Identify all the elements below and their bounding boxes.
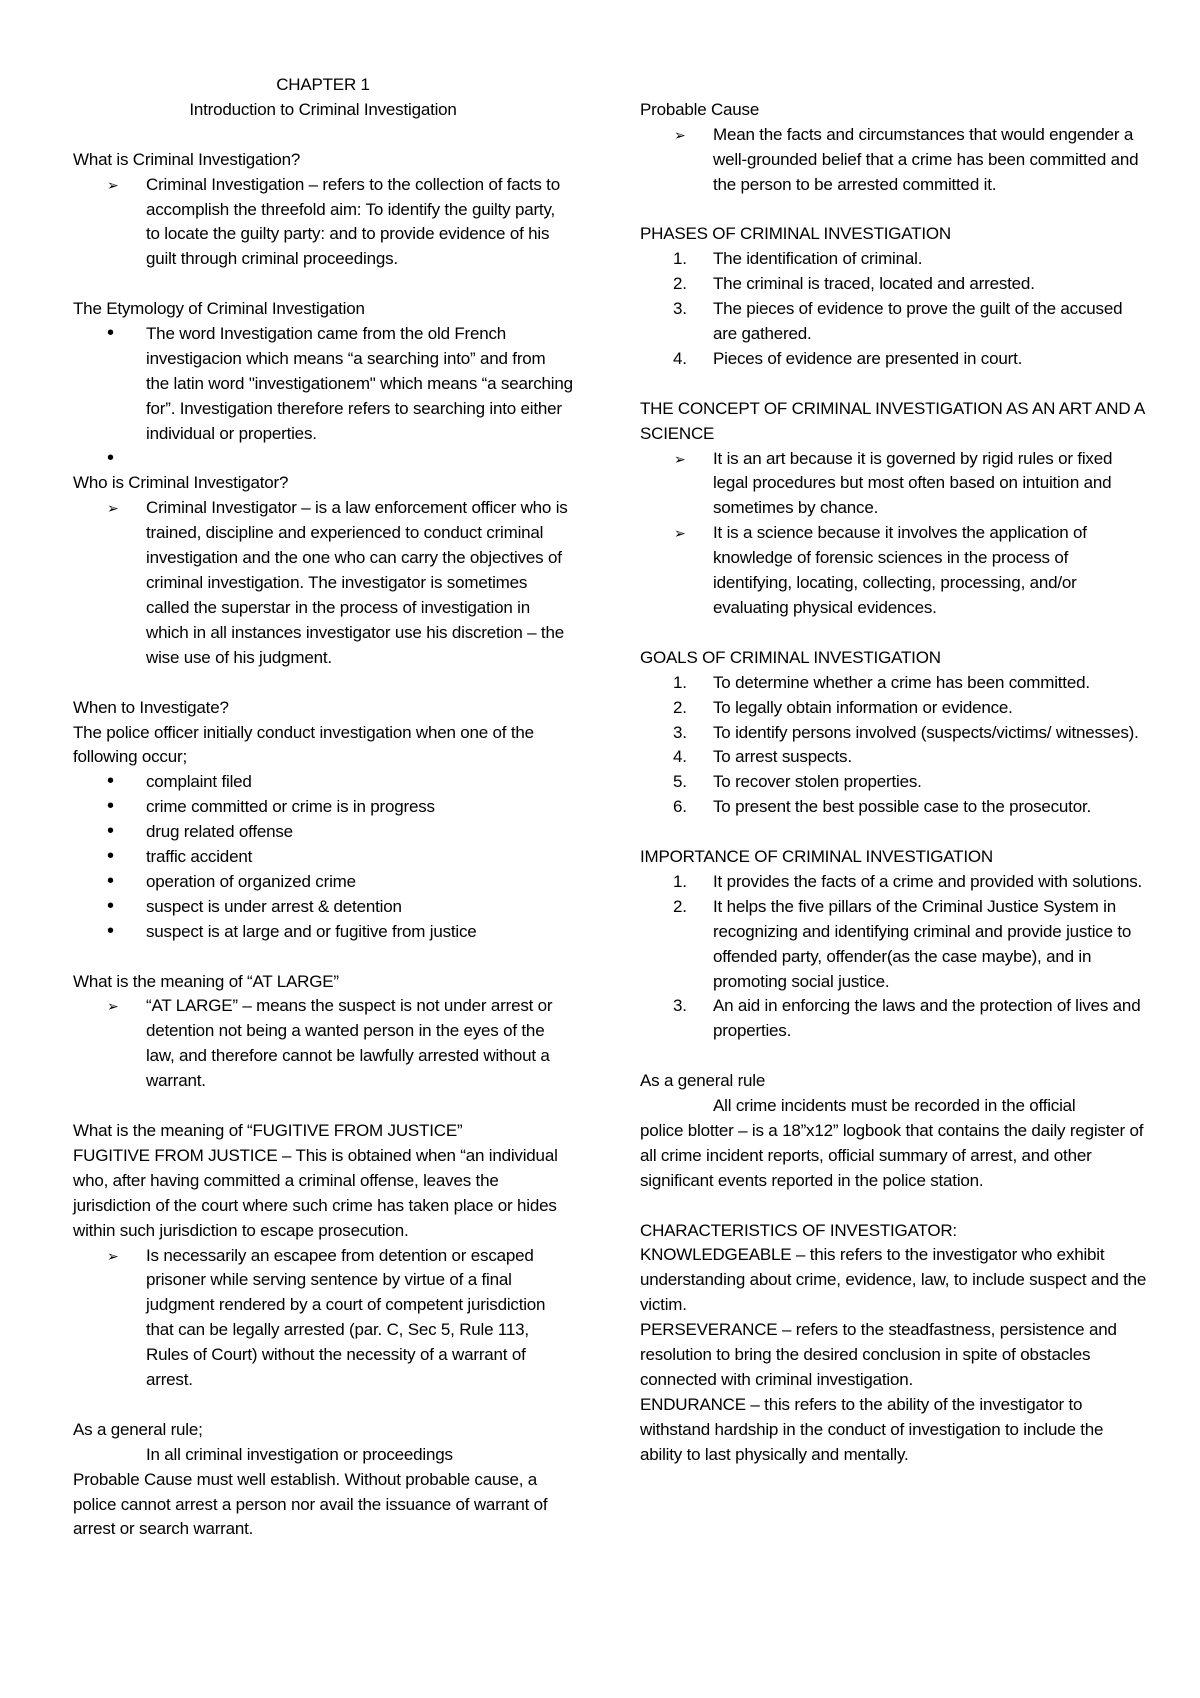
bullet-list-item: • The word Investigation came from the old French investigacion which means “a searching into” and from the latin word "investigationem" which means “a searching for”. Investigation therefore refers to searching into either individual or properties.: [73, 322, 573, 447]
chapter-title: Introduction to Criminal Investigation: [189, 99, 457, 119]
bullet-icon: [107, 322, 137, 347]
fugitive-definition: FUGITIVE FROM JUSTICE – This is obtained when “an individual who, after having committed a criminal offense, leaves the jurisdiction of the court where such crime has taken place or hides within such jurisdiction to escape prosecution.: [73, 1145, 558, 1240]
section-heading-general-rule: As a general rule;: [73, 1419, 203, 1439]
arrow-bullet-icon: [674, 521, 704, 546]
when-list: [73, 770, 573, 944]
section-heading-general-rule-right: As a general rule: [640, 1071, 766, 1091]
arrow-list-item: ➢ Mean the facts and circumstances that would engender a well-grounded belief that a crime has been committed and the person to be arrested committed it.: [640, 123, 1148, 198]
list-item: • suspect is under arrest & detention: [73, 895, 573, 920]
right-column: [640, 73, 1148, 1468]
section-heading-investigator: Who is Criminal Investigator?: [73, 473, 289, 493]
bullet-icon: [107, 920, 137, 945]
characteristic-perseverance: PERSEVERANCE – refers to the steadfastness, persistence and resolution to bring the desired conclusion in spite of obstacles connected with criminal investigation.: [640, 1320, 1117, 1390]
section-heading-phases: PHASES OF CRIMINAL INVESTIGATION: [640, 224, 951, 244]
arrow-bullet-icon: [107, 994, 137, 1019]
list-item: • suspect is at large and or fugitive from justice: [73, 920, 573, 945]
arrow-list-item: ➢ Is necessarily an escapee from detention or escaped prisoner while serving sentence by virtue of a final judgment rendered by a court of competent jurisdiction that can be legally arrested (par. C, Sec 5, Rule 113, Rules of Court) without the necessity of a warrant of arrest.: [73, 1244, 573, 1393]
list-item: • crime committed or crime is in progress: [73, 795, 573, 820]
list-item: • complaint filed: [73, 770, 573, 795]
list-item: 3. The pieces of evidence to prove the guilt of the accused are gathered.: [673, 299, 1123, 344]
section-heading-at-large: What is the meaning of “AT LARGE”: [73, 971, 339, 991]
arrow-list-item: ➢ It is a science because it involves the application of knowledge of forensic sciences in the process of identifying, locating, collecting, processing, and/or evaluating physical evidences.: [640, 521, 1148, 621]
general-rule-indent: In all criminal investigation or proceedings: [146, 1444, 453, 1464]
arrow-list-item: ➢ Criminal Investigator – is a law enforcement officer who is trained, discipline and experienced to conduct criminal investigation and the one who can carry the objectives of criminal investigation. The investigator is sometimes called the superstar in the process of investigation in which in all instances investigator use his discretion – the wise use of his judgment.: [73, 496, 573, 670]
general-rule-text: Probable Cause must well establish. Without probable cause, a police cannot arrest a person nor avail the issuance of warrant of arrest or search warrant.: [73, 1469, 548, 1539]
section-heading-importance: IMPORTANCE OF CRIMINAL INVESTIGATION: [640, 847, 993, 867]
list-item: 4. Pieces of evidence are presented in court.: [673, 348, 1023, 368]
bullet-icon: [107, 820, 137, 845]
police-blotter-text: police blotter – is a 18”x12” logbook that contains the daily register of all crime incident reports, official summary of arrest, and other significant events reported in the police station.: [640, 1120, 1144, 1190]
bullet-icon: [107, 845, 137, 870]
phases-list: [640, 247, 1148, 372]
list-item: • drug related offense: [73, 820, 573, 845]
arrow-bullet-icon: [107, 1244, 137, 1269]
empty-bullet-item: [73, 447, 573, 472]
list-item: • operation of organized crime: [73, 870, 573, 895]
arrow-bullet-icon: [674, 123, 704, 148]
list-item: 1. It provides the facts of a crime and provided with solutions.: [673, 871, 1143, 891]
list-item: 2. The criminal is traced, located and arrested.: [673, 274, 1035, 294]
bullet-icon: [107, 795, 137, 820]
arrow-list-item: ➢ Criminal Investigation – refers to the collection of facts to accomplish the threefold aim: To identify the guilty party, to locate the guilty party: and to provide evidence of his guilt through criminal proceedings.: [73, 173, 573, 273]
chapter-number: CHAPTER 1: [276, 75, 370, 94]
list-item: • traffic accident: [73, 845, 573, 870]
section-heading-etymology: The Etymology of Criminal Investigation: [73, 299, 365, 319]
arrow-bullet-icon: [674, 447, 704, 472]
section-heading-fugitive: What is the meaning of “FUGITIVE FROM JUSTICE”: [73, 1120, 463, 1140]
section-heading-what-is: What is Criminal Investigation?: [73, 149, 301, 169]
left-column: [73, 73, 573, 1542]
bullet-icon: [107, 895, 137, 920]
when-intro: The police officer initially conduct investigation when one of the following occur;: [73, 722, 534, 767]
characteristic-endurance: ENDURANCE – this refers to the ability of the investigator to withstand hardship in the conduct of investigation to include the ability to last physically and mentally.: [640, 1394, 1104, 1464]
list-item: 1. To determine whether a crime has been committed.: [673, 672, 1090, 692]
importance-list: [640, 870, 1148, 1044]
section-heading-probable-cause: Probable Cause: [640, 99, 760, 119]
arrow-bullet-icon: [107, 173, 137, 198]
list-item: 3. An aid in enforcing the laws and the protection of lives and properties.: [673, 996, 1141, 1041]
list-item: 3. To identify persons involved (suspects/victims/ witnesses).: [673, 722, 1139, 742]
general-rule-indent-right: All crime incidents must be recorded in the official: [713, 1096, 1076, 1116]
list-item: 2. To legally obtain information or evidence.: [673, 697, 1013, 717]
list-item: 4. To arrest suspects.: [673, 747, 852, 767]
bullet-icon: [107, 770, 137, 795]
characteristic-knowledgeable: KNOWLEDGEABLE – this refers to the investigator who exhibit understanding about crime, evidence, law, to include suspect and the victim.: [640, 1245, 1147, 1315]
list-item: 2. It helps the five pillars of the Criminal Justice System in recognizing and identifying criminal and provide justice to offended party, offender(as the case maybe), and in promoting social justice.: [673, 896, 1132, 991]
list-item: 1. The identification of criminal.: [673, 249, 923, 269]
bullet-icon: [107, 870, 137, 895]
arrow-list-item: ➢ It is an art because it is governed by rigid rules or fixed legal procedures but most often based on intuition and sometimes by chance.: [640, 447, 1148, 522]
arrow-bullet-icon: [107, 496, 137, 521]
goals-list: [640, 671, 1148, 820]
bullet-icon: [107, 447, 137, 472]
list-item: 6. To present the best possible case to the prosecutor.: [673, 797, 1092, 817]
section-heading-goals: GOALS OF CRIMINAL INVESTIGATION: [640, 647, 941, 667]
section-heading-when: When to Investigate?: [73, 697, 229, 717]
section-heading-concept: THE CONCEPT OF CRIMINAL INVESTIGATION AS AN ART AND A SCIENCE: [640, 398, 1145, 443]
arrow-list-item: ➢ “AT LARGE” – means the suspect is not under arrest or detention not being a wanted person in the eyes of the law, and therefore cannot be lawfully arrested without a warrant.: [73, 994, 573, 1094]
section-heading-characteristics: CHARACTERISTICS OF INVESTIGATOR:: [640, 1220, 957, 1240]
list-item: 5. To recover stolen properties.: [673, 772, 922, 792]
